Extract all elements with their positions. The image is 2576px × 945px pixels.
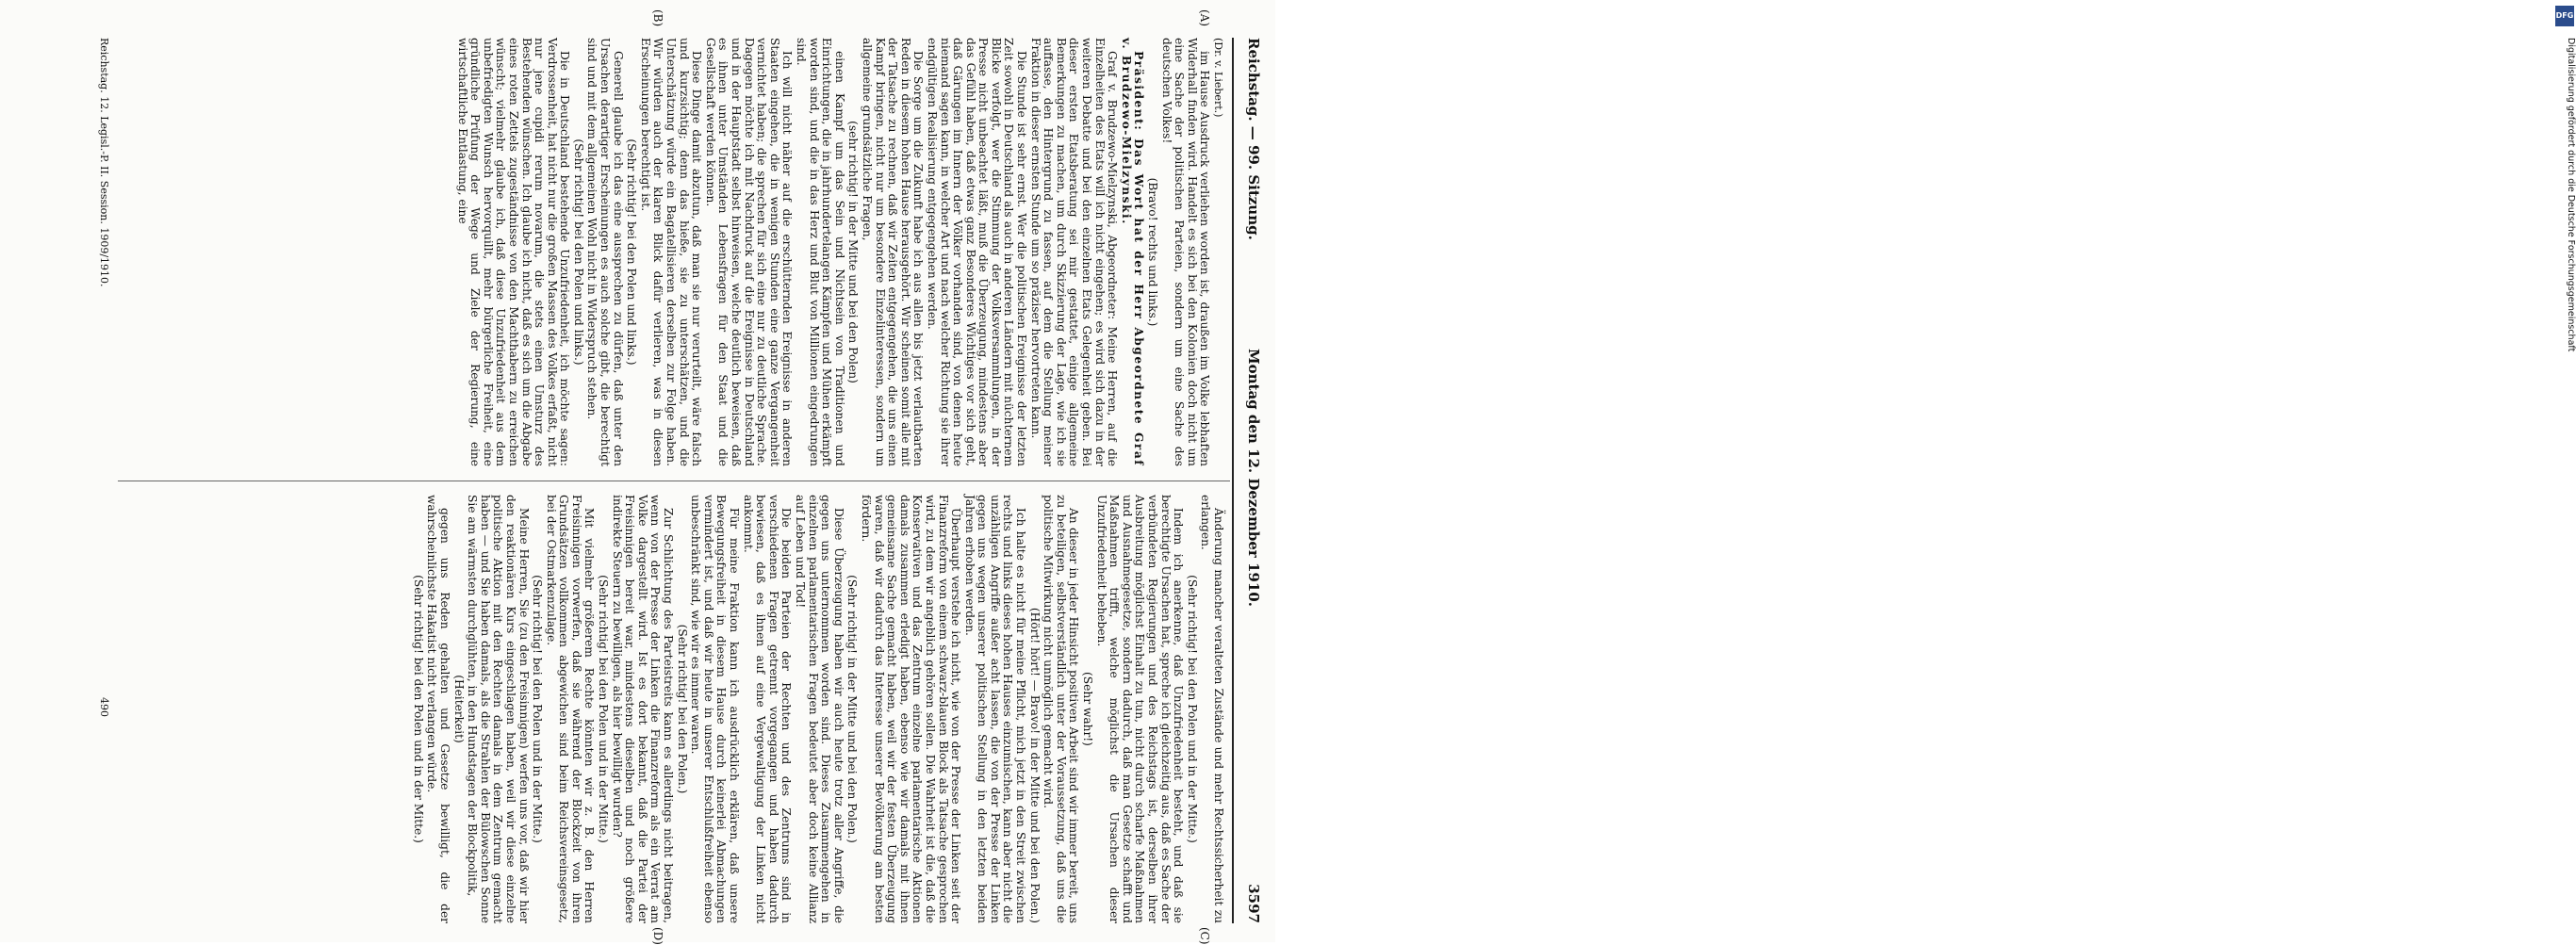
paragraph: An dieser in jeder Hinsicht positiven Arbeit sind wir immer bereit, uns zu beteiligen, selbstverständlich unter der Voraussetzung, daß uns die politische Mitwirkung nicht unmöglich gemacht wird. [1042, 495, 1081, 923]
header-left: Reichstag. — 99. Sitzung. [1245, 38, 1262, 240]
paragraph: Diese Überzeugung haben wir auch heute trotz aller Angriffe, die gegen uns unternommen worden sind. Dieses Zusammengehen in einzelnen parlamentarischen Fragen bedeutet aber doch keine Allianz auf Leben und Tod! [794, 495, 845, 923]
interjection: (Sehr richtig! bei den Polen und links.) [625, 138, 639, 366]
paragraph: Indem ich anerkenne, daß Unzufriedenheit besteht, und daß sie berechtigte Ursachen hat, spreche ich gleichzeitig aus, daß es Sache der verbündeten Regierungen und des Reichstags ist, derselben ihrer Ausbreitung möglichst Einhalt zu tun, nicht durch scharfe Maßnahmen und Ausnahmegesetze, sondern dadurch, daß man Gesetze schafft und Maßnahmen trifft, welche möglichst die Ursachen dieser Unzufriedenheit beheben. [1094, 495, 1186, 923]
header-center: Montag den 12. Dezember 1910. [1245, 349, 1262, 607]
interjection: (Sehr richtig! bei den Polen und in der Mitte.) [531, 575, 545, 843]
interjection: (Heiterkeit) [451, 675, 466, 743]
paragraph: Für meine Fraktion kann ich ausdrücklich erklären, daß unsere Bewegungsfreiheit in diesem Hause durch keinerlei Abmachungen vermindert ist, und daß wir heute in unserer Entschlußfreiheit ebenso unbeschränkt sind, wie wir es immer waren. [689, 495, 742, 923]
paragraph: Präsident: Das Wort hat der Herr Abgeordnete Graf v. Brudzewo-Mielzynski. [1119, 38, 1146, 466]
interjection: (Sehr wahr!) [1081, 672, 1095, 746]
paragraph: Generell glaube ich das eine aussprechen zu dürfen, daß unter den Ursachen derartiger Erscheinungen es auch solche gibt, die berechtigt sind und mit dem allgemeinen Wohl nicht in Widerspruch stehen. [585, 38, 625, 466]
interjection: (Bravo! rechts und links.) [1146, 177, 1160, 327]
paragraph: Die in Deutschland bestehende Unzufriedenheit, ich möchte sagen: Verdrossenheit, hat nicht nur die großen Massen des Volkes erfaßt, nicht nur jene cupidi rerum novarum, die stets einen Umsturz des Bestehenden wünschen. Ich glaube ich nicht, daß es sich um die Abgabe eines roten Zettels zugeständnisse von den Machthabern zu erreichen wünscht; vielmehr glaube ich, daß diese Unzufriedenheit aus dem unbefriedigten Wunsch hervorquillt, mehr bürgerliche Freiheit, eine gründliche Prüfung der Wege und Ziele der Regierung, eine wirtschaftliche Entlastung, eine [455, 38, 572, 466]
paragraph: Ich halte es nicht für meine Pflicht, mich jetzt in den Streit zwischen rechts und links dieses hohen Hauses einzumischen, kann aber nicht die unzähligen Angriffe außer acht lassen, die von der Presse der Linken gegen uns wegen unserer politischen Stellung in den letzten beiden Jahren erhoben werden. [962, 495, 1028, 923]
margin-mark-a: (A) [1198, 9, 1211, 27]
margin-mark-b: (B) [651, 9, 665, 27]
interjection: (Sehr richtig! bei den Polen und links.) [571, 138, 585, 366]
dfg-logo: DFG [2555, 6, 2574, 26]
paragraph: Ich will nicht näher auf die erschütternden Ereignisse in anderen Staaten eingehen, die in wenigen Stunden eine ganze Vergangenheit vernichtet haben; die sprechen für sich eine nur zu deutliche Sprache. Dagegen möchte ich mit Nachdruck auf die Ereignisse in Deutschland und in der Hauptstadt selbst hinweisen, welche deutlich beweisen, daß es ihnen unter Umständen Lebensfragen für den Staat und die Gesellschaft werden können. [703, 38, 795, 466]
digitization-credit: Digitalisierung gefördert durch die Deutsche Forschungsgemeinschaft [2566, 38, 2576, 352]
digitization-sidebar [1275, 0, 2576, 942]
interjection: (Sehr richtig! bei den Polen und in der Mitte.) [411, 575, 425, 843]
left-column [122, 38, 1224, 466]
paragraph: im Hause Ausdruck verliehen worden ist, draußen im Volke lebhaften Widerhall finden wird. Handelt es sich bei den Kolonien doch nicht um eine Sache der politischen Parteien, sondern um eine Sache des deutschen Volkes! [1159, 38, 1212, 466]
interjection: (Sehr richtig! bei den Polen und in der Mitte.) [597, 575, 611, 843]
interjection: (Sehr richtig! in der Mitte und bei den Polen.) [845, 575, 860, 843]
margin-mark-d: (D) [651, 927, 665, 945]
paragraph: Zur Schlichtung des Parteistreits kann es allerdings nicht beitragen, wenn von der Presse der Linken die Finanzreform als ein Verrat am Volke dargestellt wird. Ist es dort bekannt, daß die Partei der Freisinnigen bereit war, mindestens dieselben und noch größere indirekte Steuern zu bewilligen, als hier bewilligt wurden? [610, 495, 676, 923]
header-rule [1232, 38, 1234, 923]
paragraph: einen Kampf um das Sein und Nichtsein von Traditionen und Einrichtungen, die in jahrhundertelangen Kämpfen und Mühen erkämpft worden sind, und die in das Herz und Blut von Millionen eingedrungen sind. [795, 38, 846, 466]
left-footer: Reichstag. 12. Legisl.-P. II. Session. 1909/1910. [98, 38, 110, 287]
right-footer: 490 [98, 697, 110, 717]
page-header [1234, 38, 1268, 923]
page-number: 3597 [1245, 884, 1262, 923]
paragraph: Überhaupt verstehe ich nicht, wie von der Presse der Linken seit der Finanzreform von einem schwarz-blauen Block als Tatsache gesprochen wird, zu dem wir angeblich gehören sollen. Die Wahrheit ist die, daß die Konservativen und das Zentrum einzelne parlamentarische Aktionen damals zusammen erledigt haben, ebenso wie wir damals mit ihnen gemeinsame Sache gemacht haben, weil wir der festen Überzeugung waren, daß wir dadurch das Interesse unserer Bevölkerung am besten fördern. [859, 495, 963, 923]
paragraph: Meine Herren, Sie (zu den Freisinnigen) werfen uns vor, daß wir hier den reaktionären Kurs eingeschlagen haben, weil wir diese einzelne politische Aktion mit den Rechten damals in dem Zentrum gemacht haben — und Sie haben damals, als die Strahlen der Bülowschen Sonne Sie am wärmsten durchglühten, in den Hundstagen der Blockpolitik, [466, 495, 531, 923]
margin-mark-c: (C) [1198, 927, 1211, 945]
interjection: (Sehr richtig! bei den Polen und in der Mitte.) [1185, 575, 1199, 843]
paragraph: Änderung mancher veralteten Zustände und mehr Rechtssicherheit zu erlangen. [1199, 495, 1225, 923]
rotated-document-page [42, 9, 1268, 945]
interjection: (Sehr richtig! bei den Polen.) [675, 624, 689, 794]
paragraph: Die Stunde ist sehr ernst. Wer die politischen Ereignisse der letzten Zeit sowohl in Deutschland als auch in anderen Ländern mit nüchternem Blicke verfolgt, wer die Stimmung der Volksversammlungen, in der Presse nicht unbeachtet läßt, muß die Überzeugung, mindestens aber das Gefühl haben, daß etwas ganz Besonderes Wichtiges vor sich geht, daß Gärungen im Innern der Völker vorhanden sind, von denen heute niemand sagen kann, in welcher Art und nach welcher Richtung sie ihrer endgültigen Realisierung entgegengehen werden. [925, 38, 1029, 466]
interjection: (Hört! hört! — Bravo! in der Mitte und bei den Polen.) [1027, 607, 1042, 923]
paragraph: Die beiden Parteien der Rechten und des Zentrums sind in verschiedenen Fragen getrennt vorgegangen und haben dadurch bewiesen, daß es ihnen auf eine Vergewaltigung der Linken nicht ankommt. [741, 495, 794, 923]
paragraph: Mit vielmehr größerem Rechte könnten wir z. B. den Herren Freisinnigen vorwerfen, daß sie während der Blockzeit von ihren Grundsätzen vollkommen abgewichen sind beim Reichsvereinsgesetz, bei der Ostmarkenzulage. [544, 495, 597, 923]
paragraph: Diese Dinge damit abzutun, daß man sie nur verurteilt, wäre falsch und kurzsichtig; denn das hieße, sie zu unterschätzen, und die Unterschätzung würde ein Bagatellisieren derselben zur Folge haben. Wir würden auch der klaren Blick dafür verlieren, was in diesen Erscheinungen berechtigt ist. [638, 38, 704, 466]
paragraph: gegen uns Reden gehalten und Gesetze bewilligt, die der wahrscheinlichste Hakatist nicht verlangen würde. [425, 495, 451, 923]
paragraph: Graf v. Brudzewo-Mielzynski, Abgeordneter: Meine Herren, auf die Einzelheiten des Etats will ich nicht eingehen; es wird sich dazu in der weiteren Debatte und bei den einzelnen Etats Gelegenheit geben. Bei dieser ersten Etatsberatung sei mir gestattet, einige allgemeine Bemerkungen zu machen, um durch Skizzierung der Lage, wie ich sie auffasse, den Hintergrund zu fassen, auf dem die Stellung meiner Fraktion in dieser ernsten Stunde um so präziser hervortreten kann. [1028, 38, 1120, 466]
paragraph: Die Sorge um die Zukunft habe ich aus allen bis jetzt verlautbarten Reden in diesem hohen Hause herausgehört. Wir scheinen somit alle mit der Tatsache zu rechnen, daß wir Zeiten entgegengehen, die uns einen Kampf bringen, nicht nur um besondere Einzelinteressen, sondern um allgemeine grundsätzliche Fragen, [860, 38, 926, 466]
speaker-top: (Dr. v. Liebert.) [1212, 38, 1224, 118]
right-column [122, 495, 1224, 923]
interjection: (sehr richtig! in der Mitte und bei den Polen) [846, 121, 861, 383]
